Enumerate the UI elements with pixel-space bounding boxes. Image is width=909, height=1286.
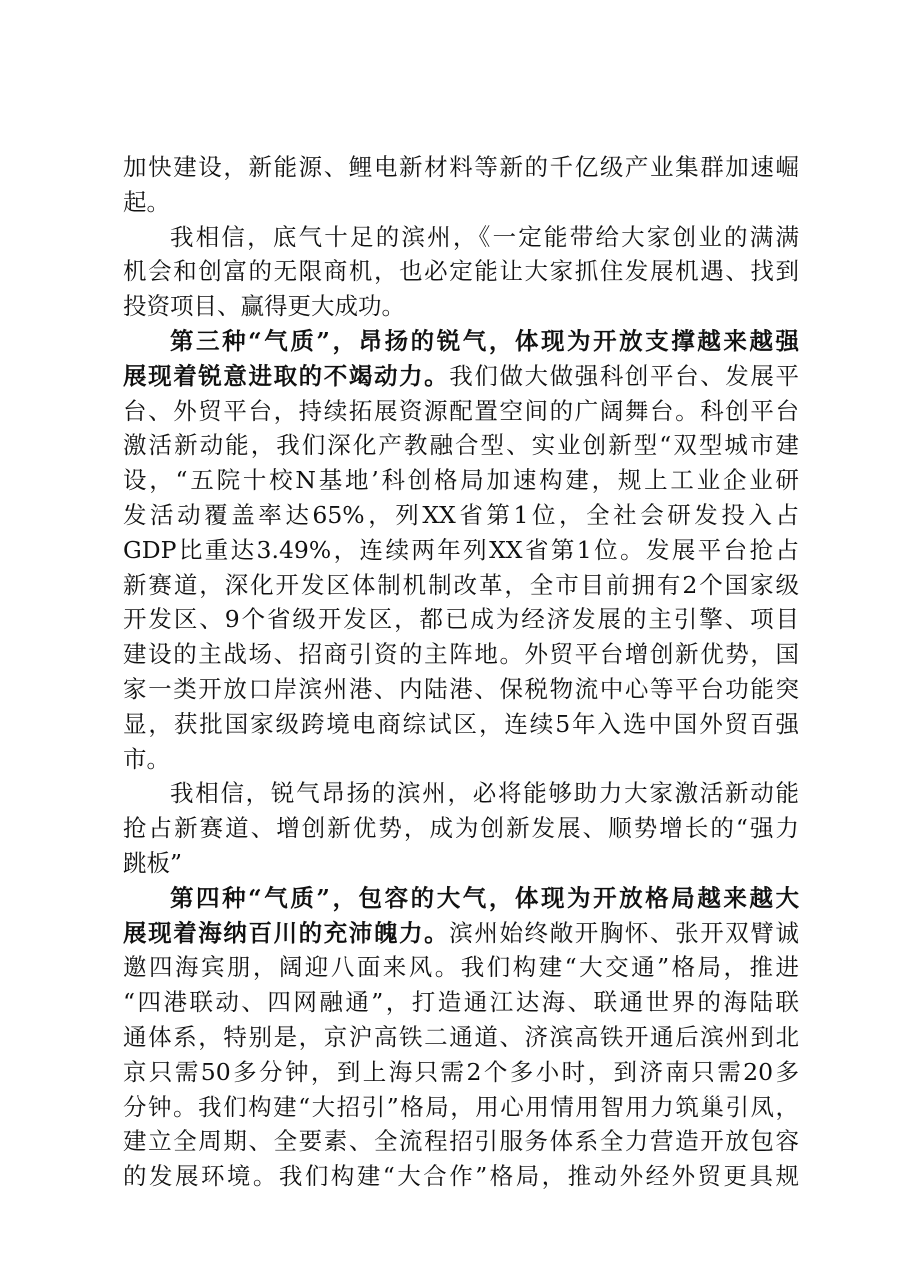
- text-line: 邀四海宾朋，阔迎八面来风。我们构建“大交通”格局，推进: [123, 953, 799, 982]
- text-line: 台、外贸平台，持续拓展资源配置空间的广阔舞台。科创平台: [123, 396, 799, 425]
- text-line: 的发展环境。我们构建“大合作”格局，推动外经外贸更具规: [123, 1162, 799, 1191]
- section-heading-line: 第四种“气质”，包容的大气，体现为开放格局越来越大: [170, 883, 799, 912]
- body-text: [123, 150, 799, 1194]
- text-line: 起。: [123, 187, 170, 216]
- text-line: 机会和创富的无限商机，也必定能让大家抓住发展机遇、找到: [123, 257, 799, 286]
- text-line: 激活新动能，我们深化产教融合型、实业创新型“双型城市建: [123, 431, 799, 460]
- text-line: 抢占新赛道、增创新优势，成为创新发展、顺势增长的“强力: [123, 814, 799, 843]
- text-line: 家一类开放口岸滨州港、内陆港、保税物流中心等平台功能突: [123, 674, 799, 703]
- text-segment: 我们做大做强科创平台、发展平: [449, 361, 799, 390]
- text-line: 建立全周期、全要素、全流程招引服务体系全力营造开放包容: [123, 1127, 799, 1156]
- text-line: 京只需50多分钟，到上海只需2个多小时，到济南只需20多: [123, 1057, 799, 1086]
- text-line: “四港联动、四网融通”，打造通江达海、联通世界的海陆联: [123, 988, 799, 1017]
- text-line: 跳板”: [123, 848, 183, 877]
- text-line: 加快建设，新能源、鲤电新材料等新的千亿级产业集群加速崛: [123, 153, 799, 181]
- text-segment: 滨州始终敞开胸怀、张开双臂诚: [449, 918, 799, 947]
- text-line: 分钟。我们构建“大招引”格局，用心用情用智用力筑巢引凤，: [123, 1092, 799, 1121]
- text-line: 发活动覆盖率达65%，列XX省第1位，全社会研发投入占: [123, 500, 799, 529]
- text-line: 我相信，底气十足的滨州，《一定能带给大家创业的满满: [170, 222, 799, 251]
- section-heading-line: 第三种“气质”，昂扬的锐气，体现为开放支撑越来越强: [170, 326, 799, 355]
- text-line: 建设的主战场、招商引资的主阵地。外贸平台增创新优势，国: [123, 640, 799, 669]
- section-heading-tail: 展现着锐意进取的不竭动力。: [123, 361, 450, 390]
- text-line: 投资项目、赢得更大成功。: [123, 292, 405, 321]
- text-line: 开发区、9个省级开发区，都已成为经济发展的主引擎、项目: [123, 605, 799, 634]
- text-line: GDP比重达3.49%，连续两年列XX省第1位。发展平台抢占: [123, 535, 799, 564]
- text-line: [123, 916, 799, 951]
- text-line: 我相信，锐气昂扬的滨州，必将能够助力大家激活新动能: [170, 779, 799, 808]
- section-heading-tail: 展现着海纳百川的充沛魄力。: [123, 918, 450, 947]
- text-line: 显，获批国家级跨境电商综试区，连续5年入选中国外贸百强: [123, 709, 799, 738]
- text-line: 设，“五院十校N基地’科创格局加速构建，规上工业企业研: [123, 466, 799, 495]
- text-line: 通体系，特别是，京沪高铁二通道、济滨高铁开通后滨州到北: [123, 1022, 799, 1051]
- text-line: [123, 359, 799, 394]
- text-line: 市。: [123, 744, 170, 773]
- text-line: 新赛道，深化开发区体制机制改革，全市目前拥有2个国家级: [123, 570, 799, 599]
